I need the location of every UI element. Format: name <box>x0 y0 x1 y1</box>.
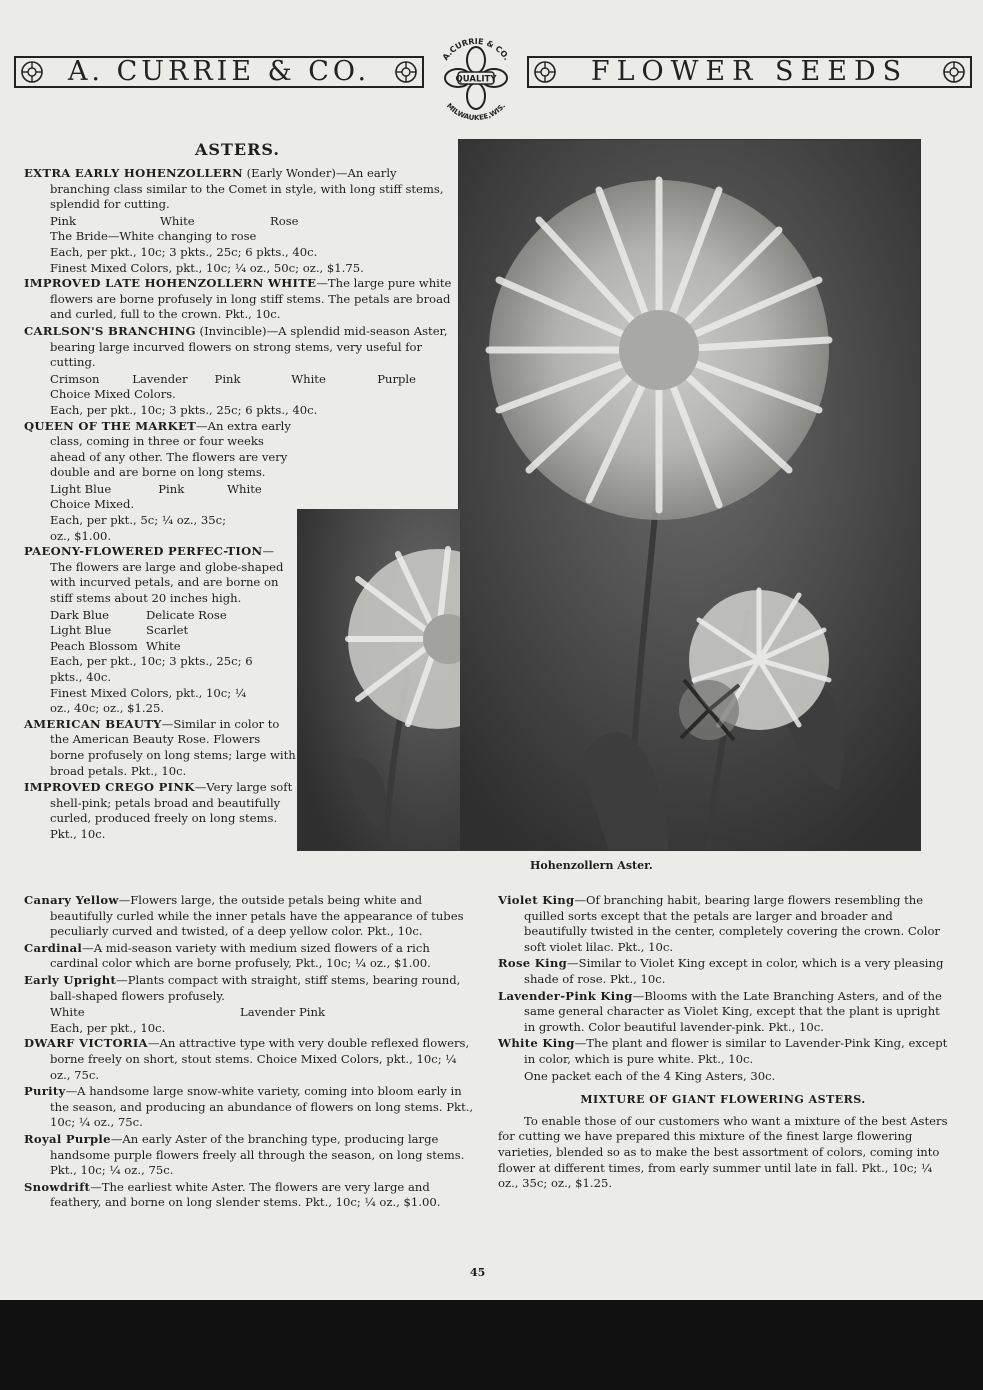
price-line: Finest Mixed Colors, pkt., 10c; ¼ oz., 50c; oz., $1.75. <box>50 260 364 275</box>
color-variety-pair <box>24 623 452 639</box>
rosette-ornament-icon <box>942 60 966 84</box>
entry-name: Royal Purple <box>24 1131 111 1146</box>
quality-seal-logo <box>424 30 528 126</box>
catalog-entry <box>498 989 948 1036</box>
price-line: oz., $1.00. <box>50 528 112 543</box>
color-variety: Delicate Rose <box>146 607 227 622</box>
color-variety: Light Blue <box>50 481 112 496</box>
entry-description: —Very large soft shell-pink; petals broad and beautifully curled, produced freely on long stems. Pkt., 10c. <box>50 780 293 841</box>
price-line: One packet each of the 4 King Asters, 30c. <box>524 1068 776 1083</box>
entry-name: Snowdrift <box>24 1179 91 1194</box>
entry-description: —The earliest white Aster. The flowers are very large and feathery, and borne on long slender stems. Pkt., 10c; ¼ oz., $1.00. <box>50 1179 441 1210</box>
price-line: Each, per pkt., 5c; ¼ oz., 35c; <box>50 513 227 528</box>
catalog-entry <box>24 717 296 779</box>
entry-description: —The plant and flower is similar to Lavender-Pink King, except in color, which is pure white. Pkt., 10c. <box>524 1036 948 1066</box>
price-line: Each, per pkt., 10c. <box>50 1020 166 1035</box>
color-variety: White <box>146 638 181 653</box>
catalog-entry <box>24 780 296 842</box>
catalog-entry <box>24 1084 474 1131</box>
catalog-entry <box>498 1036 948 1067</box>
color-variety-pair <box>24 608 452 624</box>
entry-description: —Plants compact with straight, stiff stems, bearing round, ball-shaped flowers profusely. <box>50 972 461 1003</box>
entry-description: —The flowers are large and globe-shaped with incurved petals, and are borne on stiff stems about 20 inches high. <box>50 544 284 606</box>
catalog-entry <box>24 544 296 606</box>
price-line: Each, per pkt., 10c; 3 pkts., 25c; 6 pkts., 40c. <box>50 244 318 259</box>
price-line: The Bride—White changing to rose <box>50 229 257 244</box>
color-varieties <box>24 214 452 230</box>
rosette-ornament-icon <box>394 60 418 84</box>
entry-name: Rose King <box>498 956 568 971</box>
color-variety: White <box>160 213 195 228</box>
color-variety: Crimson <box>50 371 100 386</box>
entry-description: —A handsome large snow-white variety, coming into bloom early in the season, and producing an abundance of flowers on long stems. Pkt., 10c; ¼ oz., 75c. <box>50 1084 474 1130</box>
rosette-ornament-icon <box>533 60 557 84</box>
catalog-entry <box>498 893 948 955</box>
svg-text:A.CURRIE & CO. <box>441 37 511 62</box>
color-variety: White <box>291 371 326 386</box>
entry-name: IMPROVED CREGO PINK <box>24 780 195 795</box>
color-variety: Scarlet <box>146 623 189 638</box>
upper-left-column <box>24 166 452 844</box>
entry-description: —Flowers large, the outside petals being white and beautifully curled while the inner petals have the appearance of tubes peculiarly curved and twisted, of a deep yellow color. Pkt., 10c. <box>50 893 464 939</box>
color-variety: Dark Blue <box>50 607 110 622</box>
color-varieties <box>24 482 296 498</box>
right-column <box>498 893 948 1192</box>
section-title: ASTERS. <box>195 140 280 159</box>
price-line: Finest Mixed Colors, pkt., 10c; ¼ oz., 40c; oz., $1.25. <box>50 685 247 716</box>
color-variety: Peach Blossom <box>50 638 138 653</box>
bottom-bar <box>0 1300 983 1390</box>
mixture-heading: MIXTURE OF GIANT FLOWERING ASTERS. <box>580 1093 866 1107</box>
photo-caption: Hohenzollern Aster. <box>530 859 653 872</box>
entry-description: —Similar to Violet King except in color, which is a very pleasing shade of rose. Pkt., 10c. <box>524 956 944 986</box>
svg-text:MILWAUKEE,WIS. <box>445 102 507 122</box>
entry-name: Canary Yellow <box>24 893 119 907</box>
color-variety: Pink <box>158 481 185 496</box>
color-variety: Pink <box>214 371 241 386</box>
entry-name: Violet King <box>498 893 575 907</box>
entry-name: Purity <box>24 1084 66 1099</box>
mixture-text: To enable those of our customers who want a mixture of the best Asters for cutting we have prepared this mixture of the finest large flowering varieties, blended so as to make the best assortment of colors, coming into flower at different times, from early summer until late in fall. Pkt., 10c; ¼ oz., 35c; oz., $1.25. <box>498 1113 948 1191</box>
catalog-entry <box>24 1132 474 1179</box>
color-variety: Light Blue <box>50 623 112 638</box>
company-name: A. CURRIE & CO. <box>67 56 371 87</box>
lower-left-column <box>24 893 474 1212</box>
entry-description: —An attractive type with very double reflexed flowers, borne freely on short, stout stems. Choice Mixed Colors, pkt., 10c; ¼ oz., 75c. <box>50 1036 470 1082</box>
entry-name: Cardinal <box>24 940 83 955</box>
color-varieties <box>24 372 452 388</box>
color-variety-pair <box>24 639 452 655</box>
entry-name: EXTRA EARLY HOHENZOLLERN <box>24 166 243 180</box>
seal-bottom-text: MILWAUKEE,WIS. <box>444 101 508 123</box>
color-variety: Lavender <box>132 371 188 386</box>
catalog-entry <box>24 324 452 371</box>
entry-name: DWARF VICTORIA <box>24 1036 148 1051</box>
color-variety: Purple <box>377 371 417 386</box>
product-title: FLOWER SEEDS <box>590 56 909 87</box>
entry-name: PAEONY-FLOWERED PERFEC-TION <box>24 544 263 559</box>
right-entries <box>498 893 948 1084</box>
entry-name: AMERICAN BEAUTY <box>24 716 162 731</box>
catalog-entry <box>24 1036 474 1083</box>
entry-name: CARLSON'S BRANCHING <box>24 323 196 338</box>
entry-description: —An extra early class, coming in three or four weeks ahead of any other. The flowers are very double and are borne on long stems. <box>50 418 291 480</box>
entry-description: —The large pure white flowers are borne profusely in long stiff stems. The petals are broad and curled, full to the crown. Pkt., 10c. <box>50 276 452 322</box>
catalog-entry <box>24 941 474 972</box>
price-line: Each, per pkt., 10c; 3 pkts., 25c; 6 pkts., 40c. <box>50 402 318 417</box>
color-varieties <box>24 1005 474 1021</box>
entry-description: (Invincible)—A splendid mid-season Aster, bearing large incurved flowers on strong stems, very useful for cutting. <box>50 323 448 370</box>
catalog-entry <box>498 956 948 987</box>
entry-name: IMPROVED LATE HOHENZOLLERN WHITE <box>24 276 317 291</box>
seal-center-text: QUALITY <box>455 74 497 85</box>
catalog-entry <box>24 1180 474 1211</box>
catalog-entry <box>24 893 474 940</box>
price-line: Choice Mixed. <box>50 497 135 512</box>
entry-description: (Early Wonder)—An early branching class similar to the Comet in style, with long stiff stems, splendid for cutting. <box>50 166 444 212</box>
entry-description: —Of branching habit, bearing large flowers resembling the quilled sorts except that the petals are larger and broader and beautifully twisted in the center, completely covering the crown. Color soft violet lilac. Pkt., 10c. <box>524 893 940 954</box>
entry-description: —An early Aster of the branching type, producing large handsome purple flowers freely all through the season, on long stems. Pkt., 10c; ¼ oz., 75c. <box>50 1131 465 1178</box>
catalog-entry <box>24 166 452 213</box>
header-company-box <box>14 56 424 88</box>
price-line: Choice Mixed Colors. <box>50 387 176 402</box>
color-variety: White <box>227 481 262 496</box>
entry-name: Lavender-Pink King <box>498 988 633 1003</box>
entry-description: —A mid-season variety with medium sized flowers of a rich cardinal color which are borne profusely, Pkt., 10c; ¼ oz., $1.00. <box>50 940 431 971</box>
entry-name: Early Upright <box>24 972 117 987</box>
seal-top-text: A.CURRIE & CO. <box>440 36 512 62</box>
rosette-ornament-icon <box>20 60 44 84</box>
color-variety: Pink <box>50 213 77 228</box>
aster-illustration <box>459 140 920 850</box>
page-number: 45 <box>470 1266 486 1279</box>
color-variety: Rose <box>270 213 299 228</box>
catalog-entry <box>24 419 296 481</box>
aster-photo <box>458 139 921 851</box>
entry-description: —Blooms with the Late Branching Asters, and of the same general character as Violet King, except that the plant is upright in growth. Color beautiful lavender-pink. Pkt., 10c. <box>524 988 942 1034</box>
entry-name: White King <box>498 1036 575 1051</box>
price-line: Each, per pkt., 10c; 3 pkts., 25c; 6 pkts., 40c. <box>50 654 253 684</box>
header-product-box <box>527 56 972 88</box>
catalog-entry <box>24 973 474 1004</box>
entry-name: QUEEN OF THE MARKET <box>24 418 197 433</box>
color-variety: Lavender Pink <box>240 1005 326 1020</box>
color-variety: White <box>50 1005 85 1020</box>
catalog-entry <box>24 276 452 323</box>
entry-description: —Similar in color to the American Beauty Rose. Flowers borne profusely on long stems; large with broad petals. Pkt., 10c. <box>50 716 296 778</box>
